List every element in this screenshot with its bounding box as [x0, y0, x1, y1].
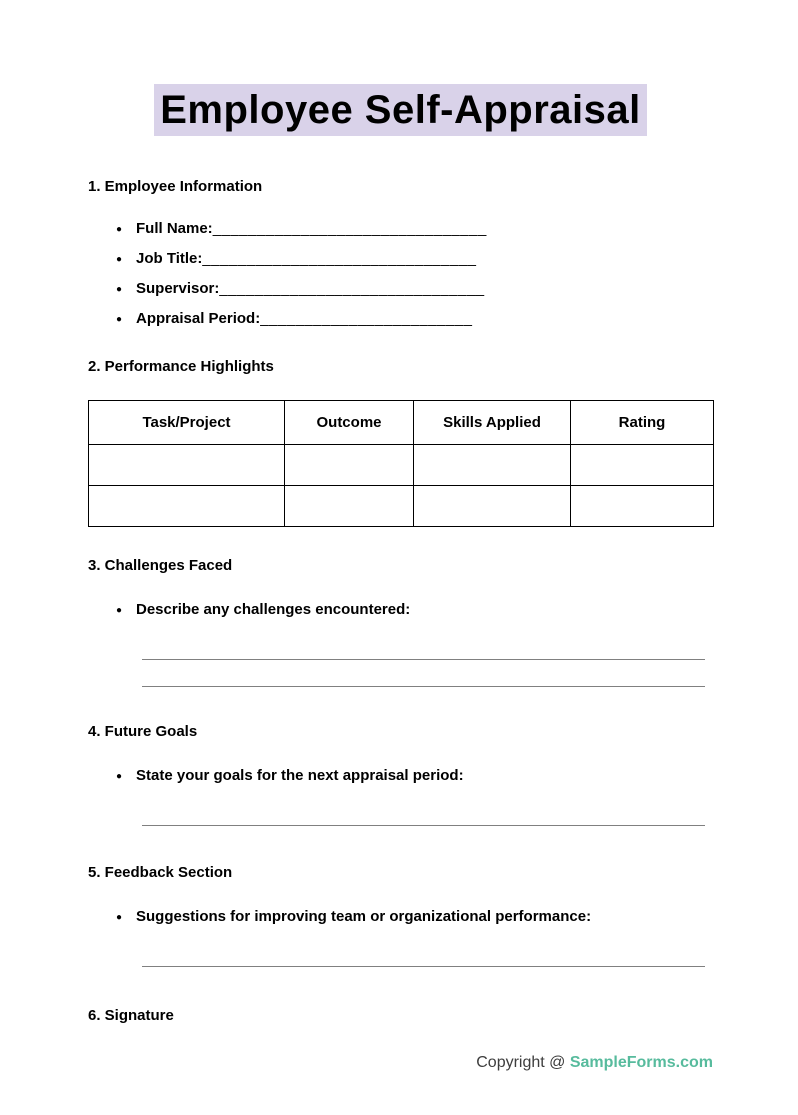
table-cell-empty	[89, 486, 285, 527]
fill-underscores: _______________________________	[212, 220, 487, 237]
document-page	[0, 84, 798, 1025]
section-heading-future-goals: 4. Future Goals	[88, 723, 198, 740]
performance-table	[88, 400, 714, 527]
table-header-skills-applied: Skills Applied	[414, 401, 571, 445]
write-in-line	[142, 633, 705, 660]
table-cell-empty	[285, 445, 414, 486]
write-in-line	[142, 799, 705, 826]
fill-underscores: ______________________________	[219, 280, 485, 297]
feedback-prompt	[88, 908, 713, 928]
bullet-icon: ●	[116, 771, 123, 782]
section-heading-signature: 6. Signature	[88, 1007, 174, 1024]
sampleforms-link[interactable]: SampleForms.com	[569, 1054, 713, 1071]
table-header-row	[89, 401, 714, 445]
table-row	[89, 486, 714, 527]
field-label: Supervisor:	[136, 280, 220, 297]
write-in-line	[142, 660, 705, 687]
copyright-text: Copyright @	[476, 1054, 570, 1071]
field-label: Appraisal Period:	[136, 310, 261, 327]
table-header-task-project: Task/Project	[89, 401, 285, 445]
write-in-line	[142, 940, 705, 967]
fill-underscores: _______________________________	[202, 250, 477, 267]
field-full-name	[88, 220, 713, 240]
section-heading-feedback-section: 5. Feedback Section	[88, 864, 233, 881]
field-supervisor	[88, 280, 713, 300]
bullet-icon: ●	[116, 912, 123, 923]
field-appraisal-period	[88, 310, 713, 330]
table-cell-empty	[414, 486, 571, 527]
footer	[476, 1053, 713, 1073]
section-heading-performance-highlights: 2. Performance Highlights	[88, 358, 274, 375]
prompt-label: State your goals for the next appraisal period:	[136, 767, 464, 784]
table-header-rating: Rating	[571, 401, 714, 445]
field-job-title	[88, 250, 713, 270]
page-title: Employee Self-Appraisal	[154, 84, 647, 136]
table-cell-empty	[89, 445, 285, 486]
table-cell-empty	[285, 486, 414, 527]
section-heading-challenges-faced: 3. Challenges Faced	[88, 557, 233, 574]
title-wrap	[88, 84, 713, 136]
table-cell-empty	[571, 486, 714, 527]
section-heading-employee-information: 1. Employee Information	[88, 178, 263, 195]
field-label: Job Title:	[136, 250, 203, 267]
table-row	[89, 445, 714, 486]
bullet-icon: ●	[116, 224, 123, 235]
prompt-label: Describe any challenges encountered:	[136, 601, 411, 618]
bullet-icon: ●	[116, 254, 123, 265]
prompt-label: Suggestions for improving team or organizational performance:	[136, 908, 592, 925]
bullet-icon: ●	[116, 314, 123, 325]
future-goals-prompt	[88, 767, 713, 787]
bullet-icon: ●	[116, 605, 123, 616]
field-label: Full Name:	[136, 220, 213, 237]
employee-info-fields	[88, 220, 713, 330]
table-cell-empty	[414, 445, 571, 486]
table-header-outcome: Outcome	[285, 401, 414, 445]
table-cell-empty	[571, 445, 714, 486]
challenges-prompt	[88, 601, 713, 621]
bullet-icon: ●	[116, 284, 123, 295]
fill-underscores: ________________________	[260, 310, 473, 327]
